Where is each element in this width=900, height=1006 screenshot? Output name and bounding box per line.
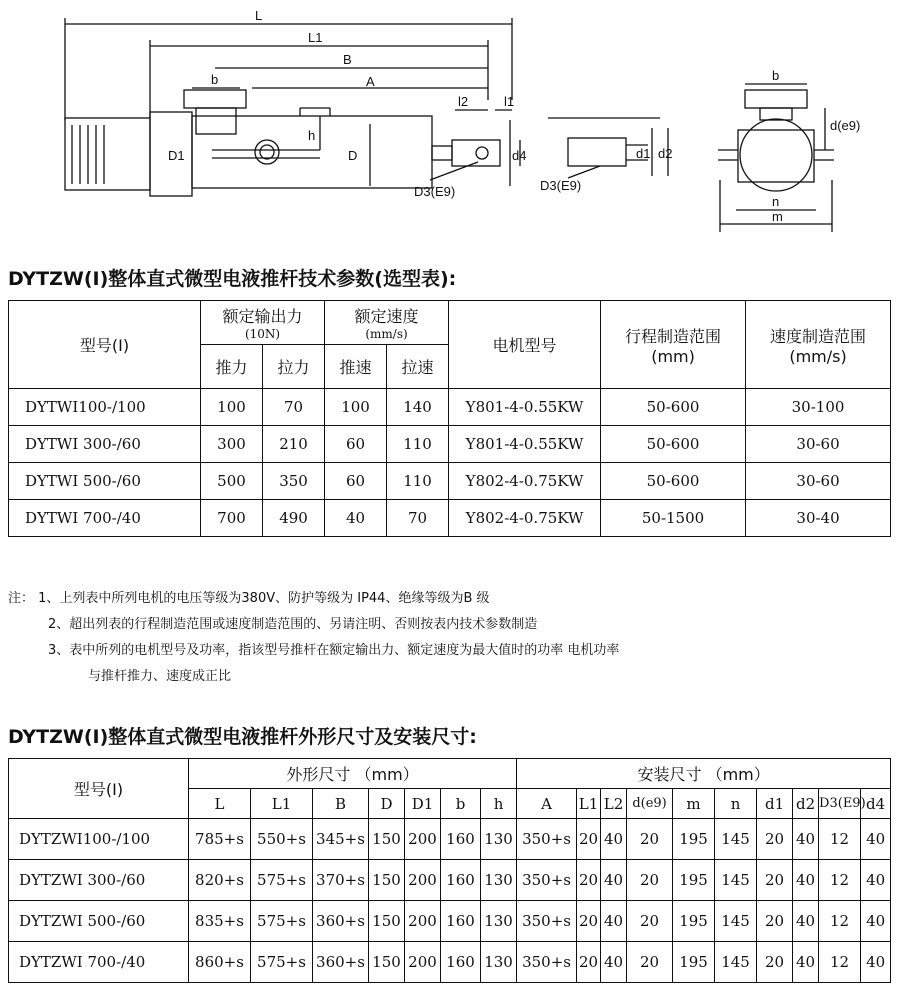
table-cell: 12 [819,901,861,942]
dim-b-end: b [772,68,780,83]
table-cell: 200 [405,819,441,860]
table-cell-model: DYTWI100-/100 [9,389,201,426]
table-cell: 20 [577,819,601,860]
table-cell: 200 [405,860,441,901]
table-row [9,500,891,537]
table-cell-vpull: 110 [387,426,449,463]
speed-range-header: 速度制造范围 (mm/s) [746,301,891,389]
column-header: d1 [757,789,793,819]
table-cell: 40 [793,901,819,942]
table-cell: 350+s [517,942,577,983]
section1-title: DYTZW(I)整体直式微型电液推杆技术参数(选型表): [8,268,457,290]
column-header: h [481,789,517,819]
table-cell: 575+s [251,942,313,983]
table-row [9,942,891,983]
table-cell: 40 [861,819,891,860]
notes [8,586,893,690]
table-cell: 195 [673,901,715,942]
table-cell: 20 [757,901,793,942]
table-cell: 150 [369,901,405,942]
dim-de9: d(e9) [830,118,861,133]
table-row [9,860,891,901]
table-cell: 12 [819,860,861,901]
table-cell: 130 [481,942,517,983]
table-cell-speed: 30-40 [746,500,891,537]
column-header: D1 [405,789,441,819]
tech-params-table [8,300,891,537]
table-cell: 350+s [517,819,577,860]
push-speed-header: 推速 [325,345,387,389]
table-cell-model: DYTWI 700-/40 [9,500,201,537]
dim-l2: l2 [458,94,469,109]
table-cell: 20 [627,819,673,860]
force-header: 额定输出力 (10N) [201,301,325,345]
table-cell: 40 [861,860,891,901]
table-cell: 20 [627,942,673,983]
table-cell: 160 [441,901,481,942]
table-cell: 12 [819,942,861,983]
table-cell: 20 [757,860,793,901]
column-header: A [517,789,577,819]
model-header: 型号(I) [9,301,201,389]
table-cell: 200 [405,901,441,942]
table-cell: 40 [601,819,627,860]
table-cell-push: 700 [201,500,263,537]
dim-L1: L1 [308,30,323,45]
table-cell-pull: 70 [263,389,325,426]
dim-B: B [343,52,352,67]
table-cell: 40 [601,901,627,942]
table-cell-stroke: 50-600 [601,389,746,426]
dimensions-table [8,758,891,983]
table-cell: 150 [369,819,405,860]
table-cell: 145 [715,860,757,901]
table-cell-model: DYTZWI 500-/60 [9,901,189,942]
table-cell-speed: 30-60 [746,426,891,463]
table-cell: 820+s [189,860,251,901]
dim-D3E9: D3(E9) [414,184,456,199]
table-cell: 130 [481,901,517,942]
table-row [9,463,891,500]
table-cell: 835+s [189,901,251,942]
table-cell: 40 [601,860,627,901]
column-header: D3(E9) [819,789,861,819]
table-cell: 200 [405,942,441,983]
dim-d4: d4 [512,148,527,163]
push-force-header: 推力 [201,345,263,389]
table-cell-model: DYTZWI100-/100 [9,819,189,860]
column-header: L1 [251,789,313,819]
table-cell-stroke: 50-600 [601,426,746,463]
table-cell: 160 [441,942,481,983]
dim-l1: l1 [504,94,515,109]
table-cell: 12 [819,819,861,860]
column-header: d4 [861,789,891,819]
table-cell-vpush: 40 [325,500,387,537]
table-cell: 550+s [251,819,313,860]
table-cell-model: DYTZWI 300-/60 [9,860,189,901]
column-header: B [313,789,369,819]
column-header: L1 [577,789,601,819]
table-cell: 20 [757,819,793,860]
table-cell-model: DYTZWI 700-/40 [9,942,189,983]
table-cell-motor: Y802-4-0.75KW [449,463,601,500]
table-cell-motor: Y801-4-0.55KW [449,426,601,463]
table-cell: 20 [757,942,793,983]
table-cell: 20 [577,860,601,901]
dim-D: D [348,148,358,163]
dim-h: h [308,128,316,143]
table-cell: 160 [441,819,481,860]
dim-b: b [211,72,219,87]
table-cell: 40 [793,860,819,901]
column-header: n [715,789,757,819]
dim-d2: d2 [658,146,673,161]
column-header: d(e9) [627,789,673,819]
table-cell: 150 [369,942,405,983]
table-cell: 195 [673,819,715,860]
table-cell-stroke: 50-600 [601,463,746,500]
table-cell: 350+s [517,901,577,942]
table-cell: 20 [577,901,601,942]
note-3: 3、表中所列的电机型号及功率，指该型号推杆在额定输出力、额定速度为最大值时的功率 电机功率 [48,643,620,658]
table-cell: 145 [715,901,757,942]
model-header-2: 型号(I) [9,759,189,819]
pull-force-header: 拉力 [263,345,325,389]
note-2: 2、超出列表的行程制造范围或速度制造范围的、另请注明、否则按表内技术参数制造 [48,617,538,632]
table-cell-vpush: 100 [325,389,387,426]
table-row [9,819,891,860]
table-cell: 130 [481,860,517,901]
table-cell: 575+s [251,901,313,942]
motor-header: 电机型号 [449,301,601,389]
table-cell-pull: 210 [263,426,325,463]
table-cell-vpull: 110 [387,463,449,500]
table-cell-push: 500 [201,463,263,500]
table-cell-motor: Y802-4-0.75KW [449,500,601,537]
table-cell-model: DYTWI 300-/60 [9,426,201,463]
table-cell-speed: 30-60 [746,463,891,500]
column-header: D [369,789,405,819]
table-cell: 370+s [313,860,369,901]
dim-d1: d1 [636,146,651,161]
stroke-header: 行程制造范围 (mm) [601,301,746,389]
note-3-cont: 与推杆推力、速度成正比 [88,669,232,684]
column-header: m [673,789,715,819]
table-cell: 40 [793,819,819,860]
note-1: 注： 1、上列表中所列电机的电压等级为380V、防护等级为 IP44、绝缘等级为B 级 [8,591,490,606]
table-cell: 575+s [251,860,313,901]
table-cell-stroke: 50-1500 [601,500,746,537]
table-row [9,901,891,942]
table-cell: 40 [861,942,891,983]
table-cell: 350+s [517,860,577,901]
table-cell-vpull: 140 [387,389,449,426]
dim-A: A [366,74,375,89]
section2-title: DYTZW(I)整体直式微型电液推杆外形尺寸及安装尺寸: [8,726,477,748]
table-cell: 40 [601,942,627,983]
dim-m: m [772,209,783,224]
table-cell: 160 [441,860,481,901]
table-cell: 40 [861,901,891,942]
table-cell-speed: 30-100 [746,389,891,426]
column-header: L2 [601,789,627,819]
technical-drawing [0,0,900,250]
column-header: d2 [793,789,819,819]
install-header: 安装尺寸 （mm） [517,759,891,789]
column-header: b [441,789,481,819]
table-cell-pull: 490 [263,500,325,537]
table-cell: 20 [627,901,673,942]
table-cell-pull: 350 [263,463,325,500]
table-cell: 360+s [313,901,369,942]
table-cell: 20 [577,942,601,983]
table-cell: 150 [369,860,405,901]
dim-D3E9-side: D3(E9) [540,178,582,193]
table-cell: 360+s [313,942,369,983]
table-cell: 145 [715,819,757,860]
table-cell: 145 [715,942,757,983]
table-row [9,389,891,426]
table-cell: 20 [627,860,673,901]
table-cell-model: DYTWI 500-/60 [9,463,201,500]
table-cell: 195 [673,942,715,983]
table-cell-push: 300 [201,426,263,463]
table-cell: 195 [673,860,715,901]
dim-L: L [255,8,263,23]
table-cell-vpush: 60 [325,463,387,500]
table-cell: 345+s [313,819,369,860]
table-cell: 40 [793,942,819,983]
table-row [9,426,891,463]
column-header: L [189,789,251,819]
table-cell-vpull: 70 [387,500,449,537]
dim-D1: D1 [168,148,185,163]
outline-header: 外形尺寸 （mm） [189,759,517,789]
table-cell: 785+s [189,819,251,860]
table-cell: 860+s [189,942,251,983]
table-cell-motor: Y801-4-0.55KW [449,389,601,426]
table-cell-vpush: 60 [325,426,387,463]
dim-n: n [772,194,780,209]
speed-header: 额定速度 (mm/s) [325,301,449,345]
table-cell-push: 100 [201,389,263,426]
pull-speed-header: 拉速 [387,345,449,389]
table-cell: 130 [481,819,517,860]
